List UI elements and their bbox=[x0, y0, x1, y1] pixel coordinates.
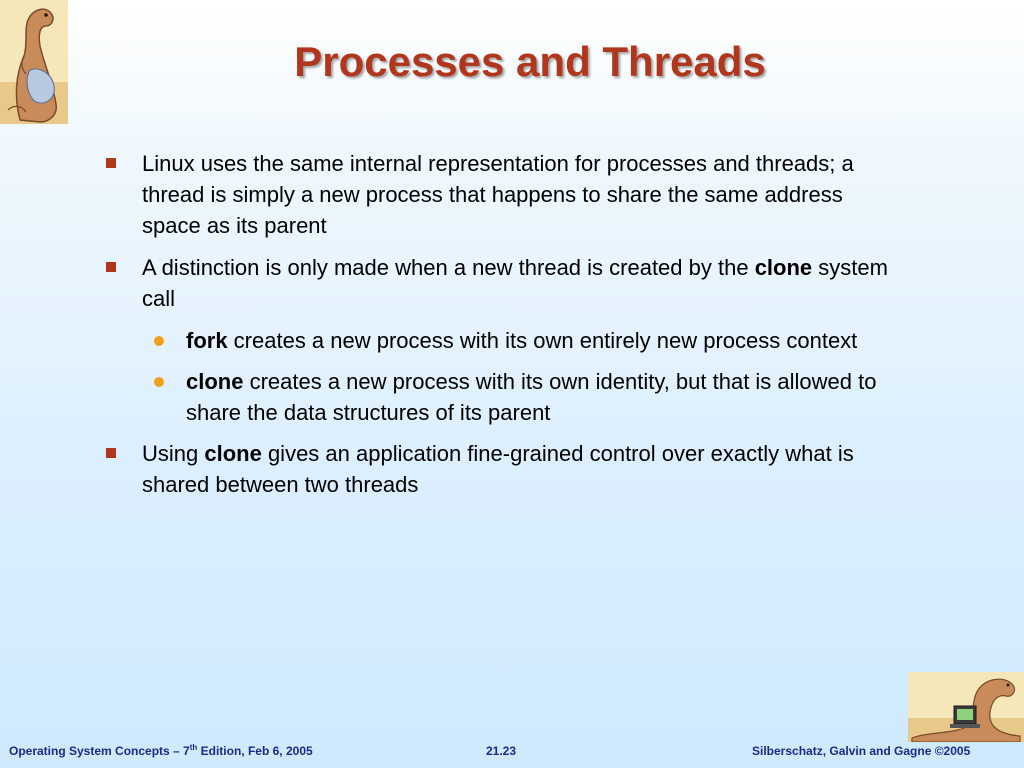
bullet-text: Linux uses the same internal representation for processes and threads; a thread is simply a new process that happens to share the same address space as its parent bbox=[142, 151, 854, 238]
slide-title: Processes and Threads bbox=[294, 38, 766, 85]
square-bullet-icon bbox=[106, 448, 116, 458]
bullet-bold-term: clone bbox=[204, 441, 262, 466]
bullet-bold-term: clone bbox=[186, 369, 244, 394]
round-bullet-icon bbox=[154, 377, 164, 387]
dinosaur-computer-icon bbox=[908, 672, 1024, 742]
square-bullet-icon bbox=[106, 158, 116, 168]
bullet-bold-term: clone bbox=[754, 255, 813, 280]
bullet-text: gives an application fine-grained control over exactly what is shared between two threads bbox=[142, 441, 854, 497]
bullet-item bbox=[100, 252, 900, 314]
square-bullet-icon bbox=[106, 262, 116, 272]
footer-authors: Silberschatz, Galvin and Gagne ©2005 bbox=[752, 744, 971, 758]
bullet-text: creates a new process with its own identity, but that is allowed to share the data structures of its parent bbox=[186, 369, 877, 425]
bullet-bold-term: fork bbox=[186, 328, 228, 353]
footer-book-title: Operating System Concepts – 7th Edition, Feb 6, 2005 bbox=[9, 743, 313, 758]
bullet-item bbox=[100, 148, 900, 241]
bullet-text: system call bbox=[142, 255, 888, 311]
bullet-list bbox=[100, 148, 900, 511]
page-number: 21.23 bbox=[486, 744, 517, 758]
round-bullet-icon bbox=[154, 336, 164, 346]
sub-bullet-item bbox=[100, 366, 900, 428]
bullet-text: Using bbox=[142, 441, 205, 466]
sub-bullet-item bbox=[100, 325, 900, 356]
bullet-item bbox=[100, 438, 900, 500]
bullet-text: A distinction is only made when a new thread is created by the bbox=[142, 255, 755, 280]
bullet-text: creates a new process with its own entirely new process context bbox=[227, 328, 858, 353]
